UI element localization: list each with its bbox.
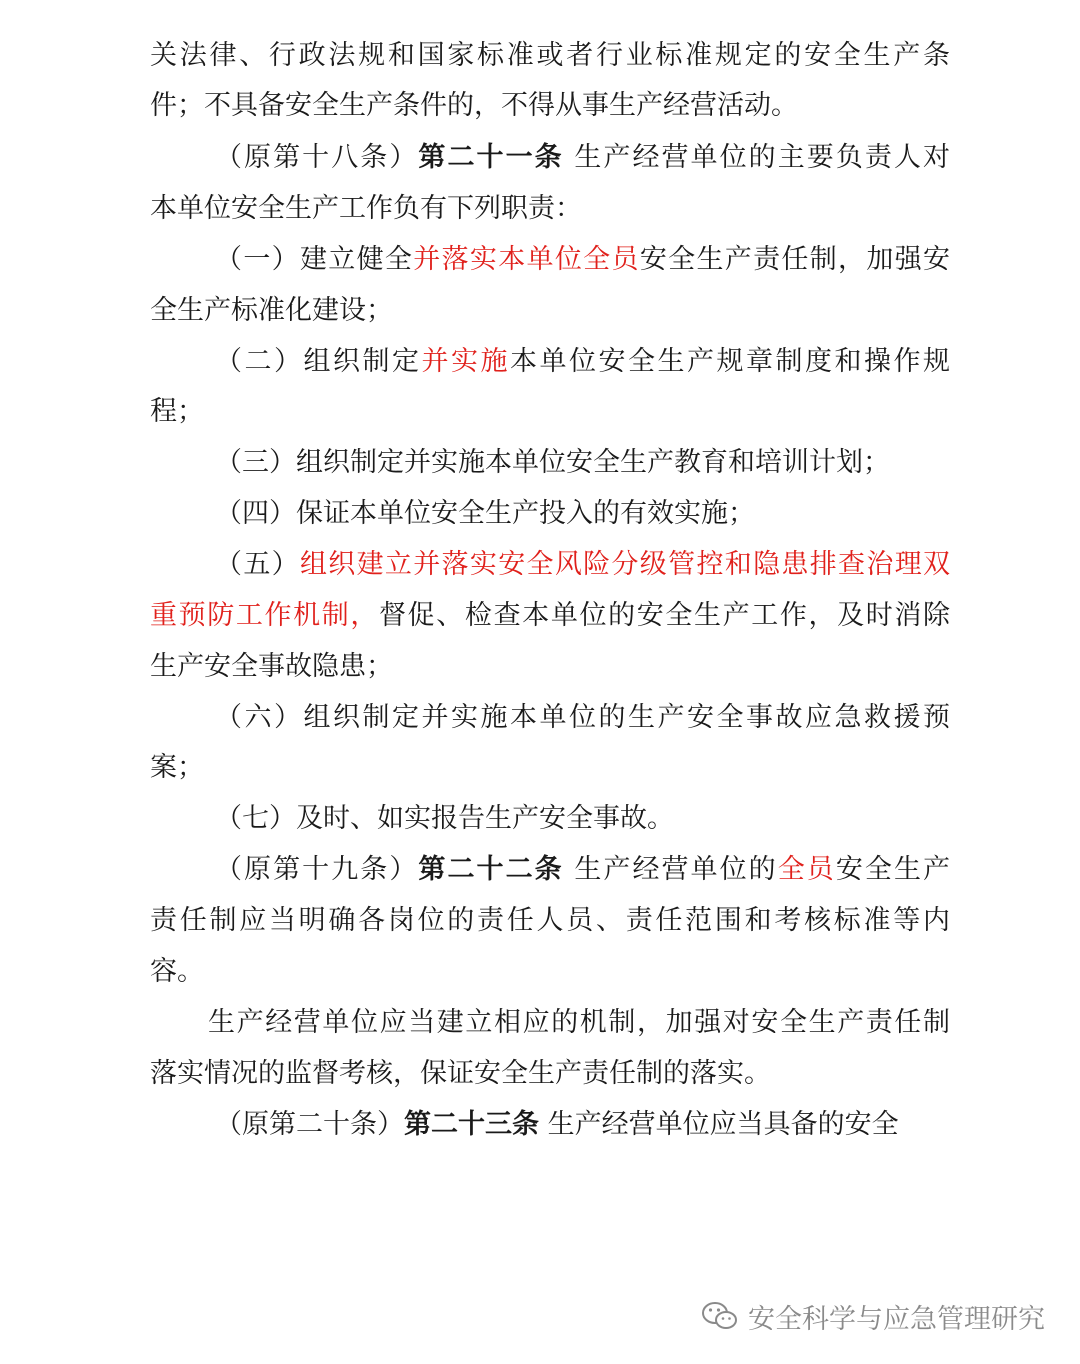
text-segment: 生产经营单位的 [563,854,778,885]
text-segment: 生产经营单位应当具备的安全 [539,1109,899,1140]
text-line [150,1054,950,1094]
text-line [150,596,950,636]
text-segment: 案； [150,752,204,783]
highlighted-text: 并实施 [421,346,510,377]
text-segment: 生产安全事故隐患； [150,651,393,682]
text-line [215,799,950,839]
text-line [150,647,950,687]
text-segment: 全生产标准化建设； [150,295,393,326]
text-segment: 本单位安全生产工作负有下列职责： [150,193,582,224]
text-line [215,1105,950,1145]
text-segment: （六）组织制定并实施本单位的生产安全事故应急救援预 [215,702,950,733]
highlighted-text: 全员 [777,854,836,885]
text-segment: （二）组织制定 [215,346,422,377]
text-segment: （原第十八条） [215,142,419,173]
text-segment: 本单位安全生产规章制度和操作规 [510,346,950,377]
text-line [215,698,950,738]
article-number: 第二十三条 [404,1109,539,1140]
watermark [700,1296,1045,1336]
text-segment: （一）建立健全 [215,244,414,275]
text-segment: （七）及时、如实报告生产安全事故。 [215,803,674,834]
text-line [215,138,950,178]
text-segment: 生产经营单位的主要负责人对 [563,142,950,173]
text-line [150,392,950,432]
text-segment: （三）组织制定并实施本单位安全生产教育和培训计划； [215,447,890,478]
text-segment: 安全生产责任制，加强安 [639,244,950,275]
text-line [215,850,950,890]
text-line [150,748,950,788]
text-segment: 督促、检查本单位的安全生产工作，及时消除 [379,600,950,631]
text-segment: （原第二十条） [215,1109,404,1140]
text-line [150,86,950,126]
text-segment: （五） [215,549,300,580]
text-line [215,240,950,280]
text-line [208,1003,950,1043]
text-line [150,36,950,76]
text-segment: （原第十九条） [215,854,419,885]
text-line [150,189,950,229]
article-number: 第二十一条 [418,142,564,173]
highlighted-text: 组织建立并落实安全风险分级管控和隐患排查治理双 [299,549,950,580]
text-segment: 关法律、行政法规和国家标准或者行业标准规定的安全生产条 [150,40,950,71]
text-line [215,342,950,382]
text-segment: 落实情况的监督考核，保证安全生产责任制的落实。 [150,1058,771,1089]
text-segment: 件；不具备安全生产条件的，不得从事生产经营活动。 [150,90,798,121]
text-line [150,291,950,331]
highlighted-text: 重预防工作机制， [150,600,380,631]
text-segment: 生产经营单位应当建立相应的机制，加强对安全生产责任制 [208,1007,950,1038]
text-segment: 容。 [150,956,204,987]
text-line [215,494,950,534]
text-segment: 责任制应当明确各岗位的责任人员、责任范围和考核标准等内 [150,905,950,936]
text-segment: 安全生产 [835,854,950,885]
text-segment: （四）保证本单位安全生产投入的有效实施； [215,498,755,529]
watermark-text: 安全科学与应急管理研究 [748,1303,1045,1335]
text-line [150,901,950,941]
text-line [150,952,950,992]
wechat-icon [700,1300,740,1332]
article-number: 第二十二条 [418,854,564,885]
text-line [215,443,950,483]
highlighted-text: 并落实本单位全员 [413,244,640,275]
text-segment: 程； [150,396,204,427]
text-line [215,545,950,585]
